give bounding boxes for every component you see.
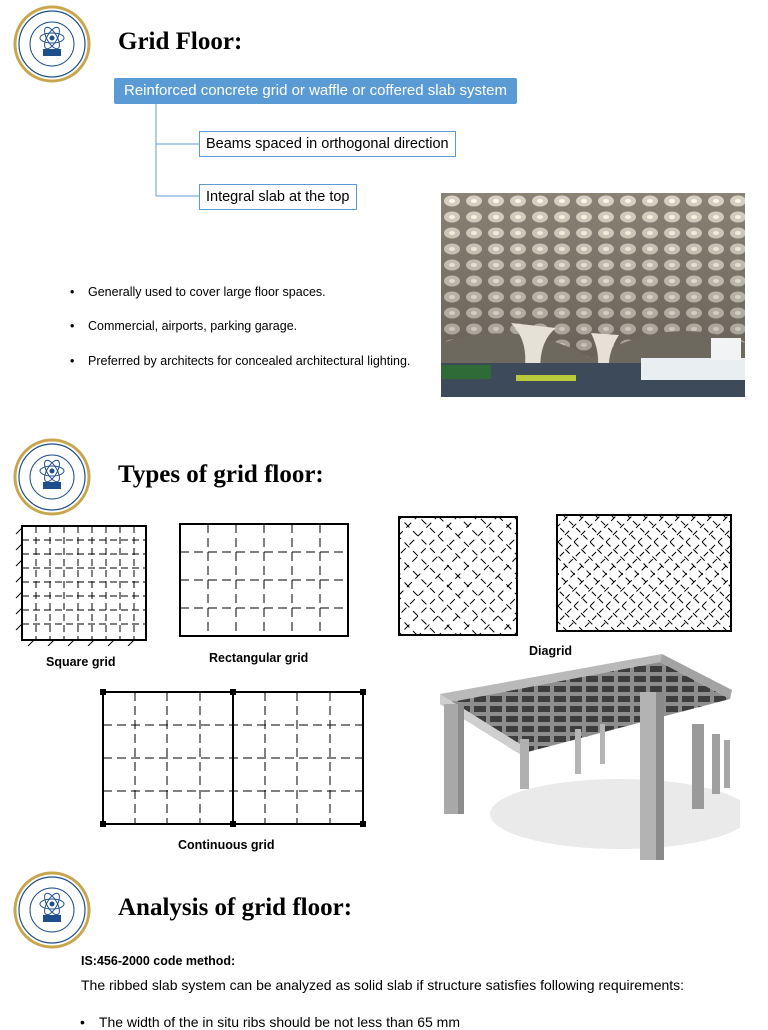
child-box-slab: Integral slab at the top	[199, 184, 357, 210]
institute-logo	[13, 871, 91, 949]
bullet-item: • Preferred by architects for concealed architectural lighting.	[70, 354, 411, 368]
caption-rectangular-grid: Rectangular grid	[209, 651, 309, 665]
bullet-item: • Generally used to cover large floor spaces.	[70, 285, 326, 299]
child-box-beams: Beams spaced in orthogonal direction	[199, 131, 456, 157]
institute-logo	[13, 438, 91, 516]
slide3-title: Analysis of grid floor:	[118, 894, 353, 921]
waffle-slab-3d-render	[440, 654, 740, 864]
airport-waffle-ceiling-photo	[441, 193, 745, 397]
slide1-title: Grid Floor:	[118, 28, 243, 55]
diagrid-diagram-large	[554, 512, 734, 634]
rectangular-grid-diagram	[176, 520, 352, 640]
caption-continuous-grid: Continuous grid	[178, 838, 275, 852]
root-concept-box: Reinforced concrete grid or waffle or coffered slab system	[114, 78, 517, 104]
diagrid-diagram-small	[396, 514, 520, 638]
analysis-paragraph: The ribbed slab system can be analyzed as solid slab if structure satisfies following requirements:	[81, 977, 685, 993]
code-method-heading: IS:456-2000 code method:	[81, 954, 236, 968]
square-grid-diagram	[14, 520, 148, 646]
requirement-bullet: • The width of the in situ ribs should be not less than 65 mm	[80, 1014, 460, 1030]
institute-logo	[13, 5, 91, 83]
caption-square-grid: Square grid	[46, 655, 116, 669]
bullet-item: • Commercial, airports, parking garage.	[70, 319, 298, 333]
slide2-title: Types of grid floor:	[118, 461, 324, 488]
caption-diagrid: Diagrid	[529, 644, 573, 658]
continuous-grid-diagram	[97, 686, 369, 830]
